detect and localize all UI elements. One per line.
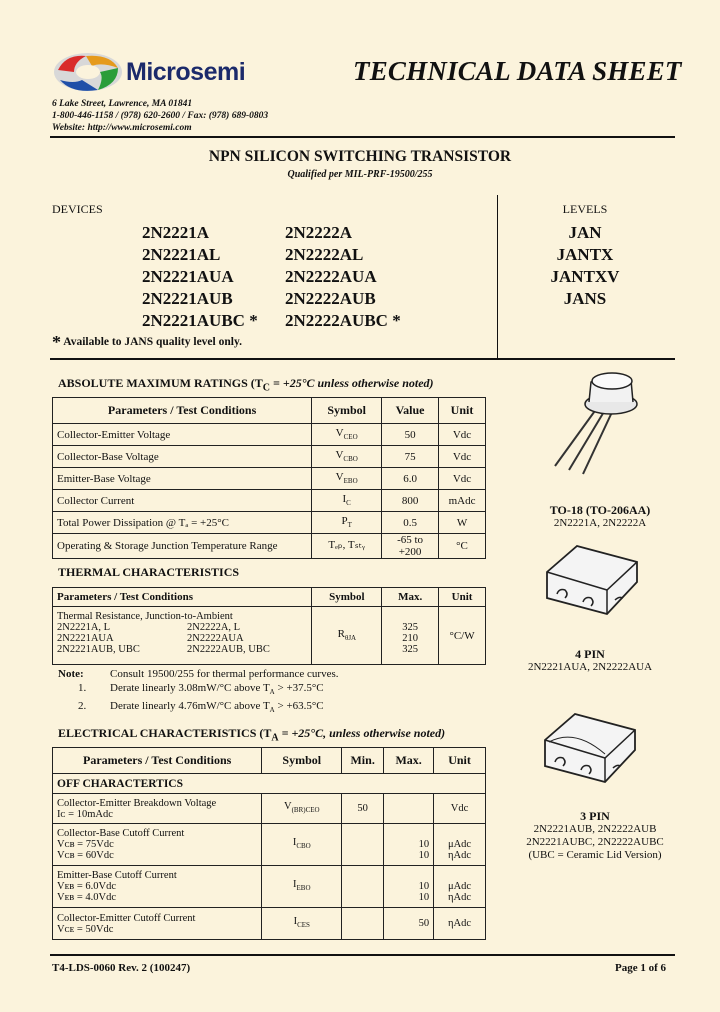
thermal-table xyxy=(52,587,486,665)
param-cell xyxy=(53,607,312,665)
devices-col1 xyxy=(142,222,258,332)
note-text: Derate linearly 4.76mW/°C above T xyxy=(110,700,270,713)
unit: ηAdc xyxy=(448,850,472,861)
product-title: NPN SILICON SWITCHING TRANSISTOR xyxy=(208,148,512,165)
table-row xyxy=(53,607,486,665)
part-left: 2N2221A, L xyxy=(57,622,111,633)
symbol-cell xyxy=(312,424,382,446)
heading-text: ABSOLUTE MAXIMUM RATINGS (T xyxy=(58,376,263,390)
note-number: 1. xyxy=(78,682,87,694)
col-header: Unit xyxy=(434,748,486,774)
value: 325 xyxy=(402,644,419,655)
condition: Iᴄ = 10mAdc xyxy=(57,808,113,820)
max-value: 10 xyxy=(418,839,430,850)
level-item: JANTXV xyxy=(550,267,620,286)
abs-max-heading xyxy=(58,376,434,393)
jans-note xyxy=(52,332,242,353)
table-row xyxy=(53,794,486,824)
section-row: OFF CHARACTERTICS xyxy=(53,774,486,794)
package-caption-3pin xyxy=(480,810,710,862)
col-header: Parameters / Test Conditions xyxy=(53,588,312,607)
param-cell xyxy=(53,794,262,824)
min-cell xyxy=(342,908,384,940)
unit-cell xyxy=(434,866,486,908)
col-header: Max. xyxy=(384,748,434,774)
param-cell xyxy=(53,824,262,866)
col-header: Symbol xyxy=(312,398,382,424)
to18-package-icon xyxy=(535,368,655,478)
unit-cell: W xyxy=(439,512,486,534)
heading-sub: A xyxy=(271,732,279,744)
sym-sub: EBO xyxy=(343,477,358,486)
package-parts: (UBC = Ceramic Lid Version) xyxy=(528,849,662,861)
param-cell: Collector-Base Voltage xyxy=(53,446,312,468)
company-logo xyxy=(52,50,252,95)
device-item: 2N2222A xyxy=(285,223,353,242)
max-cell xyxy=(384,794,434,824)
sym: I xyxy=(292,836,297,848)
sym: I xyxy=(293,915,298,927)
sym: P xyxy=(341,515,348,528)
package-caption-4pin xyxy=(480,648,700,674)
col-header: Unit xyxy=(439,588,486,607)
sym: V xyxy=(283,800,292,812)
electrical-heading xyxy=(58,726,445,743)
note-sub: A xyxy=(269,706,275,715)
note-line: Consult 19500/255 for thermal performance curves. xyxy=(110,668,339,680)
note-tail: > +37.5°C xyxy=(274,682,324,694)
sym: Tₑₚ, Tₛₜᵧ xyxy=(328,539,365,552)
col-header: Parameters / Test Conditions xyxy=(53,398,312,424)
value: 325 xyxy=(402,622,419,633)
device-item: 2N2221AUBC * xyxy=(142,311,258,330)
part-right: 2N2222AUB, UBC xyxy=(187,644,270,655)
unit-cell: Vdc xyxy=(439,468,486,490)
col-header: Symbol xyxy=(312,588,382,607)
value: 210 xyxy=(402,633,419,644)
condition: Vᴄʙ = 75Vdc xyxy=(57,839,114,850)
heading-sub: C xyxy=(262,382,271,394)
symbol-cell xyxy=(312,468,382,490)
note-sub: A xyxy=(269,688,275,697)
col-header: Unit xyxy=(439,398,486,424)
qualification-note: Qualified per MIL-PRF-19500/255 xyxy=(287,169,433,180)
company-name: Microsemi xyxy=(126,58,246,86)
param-cell: Operating & Storage Junction Temperature Range xyxy=(53,534,312,559)
param-cell xyxy=(53,908,262,940)
unit-cell: ηAdc xyxy=(434,908,486,940)
vertical-divider xyxy=(497,195,498,360)
sym-sub: θJA xyxy=(344,634,357,643)
unit-cell: Vdc xyxy=(439,424,486,446)
max-cell xyxy=(384,824,434,866)
note-label: Note: xyxy=(58,668,84,680)
unit-cell: mAdc xyxy=(439,490,486,512)
microsemi-logo-icon xyxy=(52,50,124,95)
symbol-cell xyxy=(262,866,342,908)
min-cell: 50 xyxy=(342,794,384,824)
heading-tail: = +25°C, unless otherwise noted) xyxy=(278,726,446,740)
device-item: 2N2221AUB xyxy=(142,289,233,308)
col-header: Symbol xyxy=(262,748,342,774)
sym: V xyxy=(335,427,344,440)
address-line: 6 Lake Street, Lawrence, MA 01841 xyxy=(52,99,193,109)
package-parts: 2N2221AUB, 2N2222AUB xyxy=(533,823,657,835)
col-header: Max. xyxy=(382,588,439,607)
level-item: JANTX xyxy=(556,245,614,264)
sym: I xyxy=(342,493,347,506)
unit-cell xyxy=(434,824,486,866)
package-parts: 2N2221A, 2N2222A xyxy=(553,517,647,529)
footer-rule xyxy=(50,954,675,956)
sym-sub: CBO xyxy=(296,842,311,851)
note-text: Available to JANS quality level only. xyxy=(63,336,242,348)
note-tail: > +63.5°C xyxy=(274,700,324,713)
sym: V xyxy=(335,471,344,484)
sym: R xyxy=(337,628,345,641)
devices-col2 xyxy=(285,222,401,332)
levels-list xyxy=(540,222,630,310)
min-cell xyxy=(342,866,384,908)
col-header: Parameters / Test Conditions xyxy=(53,748,262,774)
row-title: Emitter-Base Cutoff Current xyxy=(57,870,177,881)
sym-sub: C xyxy=(346,499,351,508)
note-star: * xyxy=(52,332,61,352)
package-caption-to18 xyxy=(500,504,700,530)
unit: ηAdc xyxy=(448,892,472,903)
sym-sub: CEO xyxy=(343,433,358,442)
level-item: JAN xyxy=(568,223,602,242)
electrical-table xyxy=(52,747,486,940)
table-row xyxy=(53,908,486,940)
symbol-cell xyxy=(312,446,382,468)
condition: Vᴇʙ = 4.0Vdc xyxy=(57,892,116,903)
symbol-cell xyxy=(312,607,382,665)
condition: Vᴇʙ = 6.0Vdc xyxy=(57,881,116,892)
device-item: 2N2221AL xyxy=(142,245,221,264)
unit-cell: Vdc xyxy=(439,446,486,468)
note-number: 2. xyxy=(78,700,87,713)
section-rule xyxy=(50,358,675,360)
row-title: Collector-Emitter Breakdown Voltage xyxy=(57,797,217,809)
sym: V xyxy=(335,449,344,462)
part-left: 2N2221AUB, UBC xyxy=(57,644,140,655)
value-cell: -65 to +200 xyxy=(382,534,439,559)
col-header: Value xyxy=(382,398,439,424)
device-item: 2N2222AUBC * xyxy=(285,311,401,330)
max-value: 10 xyxy=(418,881,430,892)
device-item: 2N2221AUA xyxy=(142,267,234,286)
symbol-cell xyxy=(262,908,342,940)
package-name: 3 PIN xyxy=(580,809,610,823)
document-title: TECHNICAL DATA SHEET xyxy=(353,56,682,86)
sym-sub: CBO xyxy=(343,455,358,464)
unit-cell: Vdc xyxy=(434,794,486,824)
col-header: Min. xyxy=(342,748,384,774)
device-item: 2N2221A xyxy=(142,223,210,242)
unit: μAdc xyxy=(447,881,472,892)
sym-sub: T xyxy=(347,521,352,530)
4pin-package-icon xyxy=(537,542,647,622)
max-cell: 50 xyxy=(384,908,434,940)
row-title: Thermal Resistance, Junction-to-Ambient xyxy=(57,611,233,622)
table-row xyxy=(53,446,486,468)
table-row xyxy=(53,866,486,908)
heading-tail: = +25°C unless otherwise noted) xyxy=(270,376,434,390)
param-cell: Total Power Dissipation @ Tₐ = +25°C xyxy=(53,512,312,534)
device-item: 2N2222AUB xyxy=(285,289,376,308)
value-cell: 800 xyxy=(382,490,439,512)
table-row xyxy=(53,512,486,534)
page-number: Page 1 of 6 xyxy=(614,962,666,974)
symbol-cell xyxy=(312,490,382,512)
header-rule xyxy=(50,136,675,138)
value-cell: 75 xyxy=(382,446,439,468)
symbol-cell xyxy=(312,534,382,559)
symbol-cell xyxy=(262,794,342,824)
value-cell: 0.5 xyxy=(382,512,439,534)
level-item: JANS xyxy=(563,289,607,308)
abs-max-table xyxy=(52,397,486,559)
param-cell: Emitter-Base Voltage xyxy=(53,468,312,490)
condition: Vᴄᴇ = 50Vdc xyxy=(57,923,114,935)
row-title: Collector-Base Cutoff Current xyxy=(57,828,185,839)
table-row xyxy=(53,534,486,559)
package-name: 4 PIN xyxy=(575,647,605,661)
condition: Vᴄʙ = 60Vdc xyxy=(57,850,114,861)
sym: I xyxy=(293,878,297,890)
part-pairs xyxy=(57,622,307,655)
sym-sub: CES xyxy=(297,921,310,930)
package-parts: 2N2221AUA, 2N2222AUA xyxy=(527,661,653,673)
unit-cell: °C xyxy=(439,534,486,559)
part-left: 2N2221AUA xyxy=(57,633,114,644)
levels-label: LEVELS xyxy=(562,202,608,216)
package-parts: 2N2221AUBC, 2N2222AUBC xyxy=(526,836,664,848)
part-right: 2N2222AUA xyxy=(187,633,244,644)
sym-sub: EBO xyxy=(296,884,311,893)
table-row xyxy=(53,824,486,866)
devices-label: DEVICES xyxy=(52,202,103,216)
max-cell xyxy=(384,866,434,908)
min-cell xyxy=(342,824,384,866)
thermal-heading: THERMAL CHARACTERISTICS xyxy=(58,565,240,579)
table-row xyxy=(53,490,486,512)
table-row xyxy=(53,424,486,446)
notes xyxy=(58,667,339,717)
value-cell: 50 xyxy=(382,424,439,446)
device-item: 2N2222AUA xyxy=(285,267,377,286)
heading-text: ELECTRICAL CHARACTERISTICS (T xyxy=(58,726,272,740)
website-line: Website: http://www.microsemi.com xyxy=(52,123,192,133)
unit: μAdc xyxy=(447,839,472,850)
device-item: 2N2222AL xyxy=(285,245,364,264)
param-cell: Collector-Emitter Voltage xyxy=(53,424,312,446)
param-cell: Collector Current xyxy=(53,490,312,512)
company-address xyxy=(52,98,268,134)
value-cell: 6.0 xyxy=(382,468,439,490)
note-text: Derate linearly 3.08mW/°C above T xyxy=(110,682,270,694)
table-row xyxy=(53,468,486,490)
sym-sub: (BR)CEO xyxy=(291,806,320,815)
phone-line: 1-800-446-1158 / (978) 620-2600 / Fax: (978) 689-0803 xyxy=(52,111,269,121)
doc-revision: T4-LDS-0060 Rev. 2 (100247) xyxy=(52,962,191,974)
max-value: 10 xyxy=(418,892,430,903)
symbol-cell xyxy=(312,512,382,534)
max-value: 10 xyxy=(418,850,430,861)
package-name: TO-18 (TO-206AA) xyxy=(549,503,651,517)
unit-cell: °C/W xyxy=(439,607,486,665)
symbol-cell xyxy=(262,824,342,866)
part-right: 2N2222A, L xyxy=(187,622,241,633)
param-cell xyxy=(53,866,262,908)
value-cell xyxy=(382,607,439,665)
row-title: Collector-Emitter Cutoff Current xyxy=(57,912,196,924)
3pin-package-icon xyxy=(535,710,645,795)
